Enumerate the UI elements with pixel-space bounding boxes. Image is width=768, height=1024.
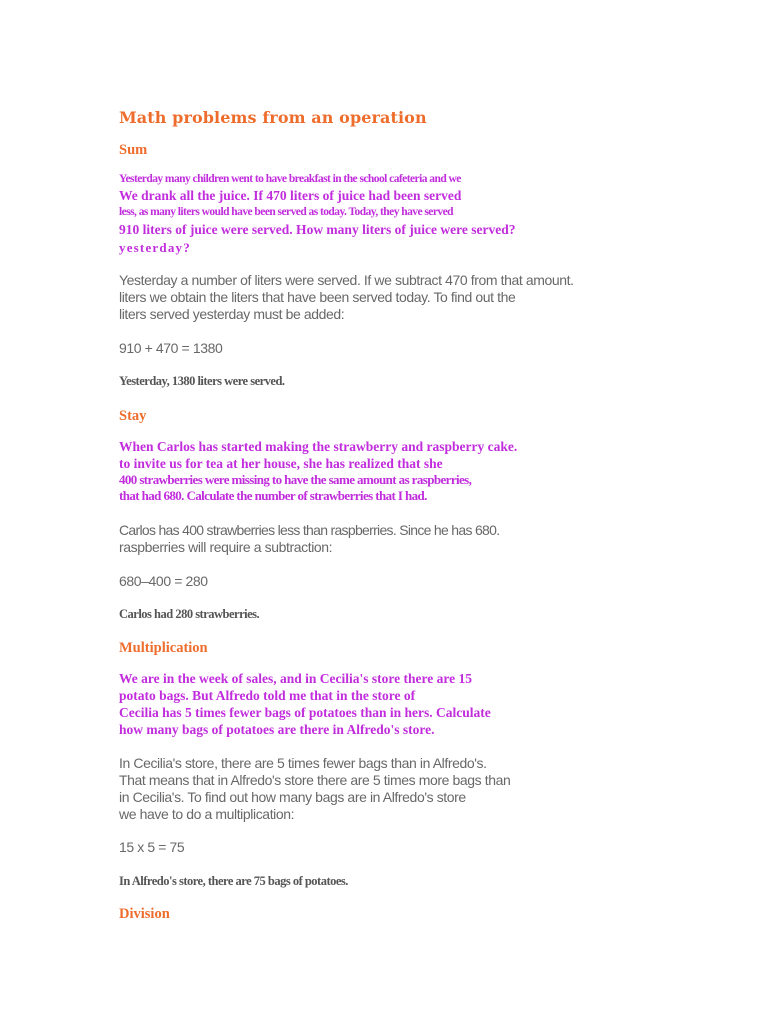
problem-text-line: Cecilia has 5 times fewer bags of potatoes than in hers. Calculate <box>119 705 491 720</box>
problem-text-line: that had 680. Calculate the number of strawberries that I had. <box>119 488 427 503</box>
problem-text-line: Yesterday many children went to have breakfast in the school cafeteria and we <box>119 173 461 185</box>
operation-text: 680–400 = 280 <box>119 573 208 589</box>
operation-text: 910 + 470 = 1380 <box>119 340 223 356</box>
page-title: Math problems from an operation <box>119 108 427 127</box>
section-heading-sum: Sum <box>119 142 148 158</box>
section-heading-multiplication: Multiplication <box>119 640 208 656</box>
solution-text-line: liters served yesterday must be added: <box>119 306 345 322</box>
solution-text-line: raspberries will require a subtraction: <box>119 539 333 555</box>
problem-text-line: less, as many liters would have been served as today. Today, they have served <box>119 206 453 218</box>
solution-text-line: Carlos has 400 strawberries less than raspberries. Since he has 680. <box>119 522 500 538</box>
answer-text: Yesterday, 1380 liters were served. <box>119 374 285 388</box>
problem-text-line: potato bags. But Alfredo told me that in the store of <box>119 688 416 703</box>
solution-text-line: That means that in Alfredo's store there are 5 times more bags than <box>119 772 511 788</box>
problem-text-line: 910 liters of juice were served. How many liters of juice were served? <box>119 222 516 237</box>
problem-text-line: how many bags of potatoes are there in Alfredo's store. <box>119 722 435 737</box>
solution-text-line: In Cecilia's store, there are 5 times fewer bags than in Alfredo's. <box>119 755 487 771</box>
answer-text: In Alfredo's store, there are 75 bags of potatoes. <box>119 874 348 888</box>
problem-text-line: When Carlos has started making the strawberry and raspberry cake. <box>119 439 518 454</box>
problem-text-line: We are in the week of sales, and in Cecilia's store there are 15 <box>119 671 472 686</box>
operation-text: 15 x 5 = 75 <box>119 839 185 855</box>
answer-text: Carlos had 280 strawberries. <box>119 607 260 621</box>
solution-text-line: in Cecilia's. To find out how many bags are in Alfredo's store <box>119 789 466 805</box>
section-heading-stay: Stay <box>119 408 147 424</box>
problem-text-line: yesterday? <box>119 240 191 255</box>
section-heading-division: Division <box>119 906 170 922</box>
problem-text-line: to invite us for tea at her house, she has realized that she <box>119 456 443 471</box>
solution-text-line: we have to do a multiplication: <box>119 806 295 822</box>
solution-text-line: liters we obtain the liters that have been served today. To find out the <box>119 289 516 305</box>
problem-text-line: We drank all the juice. If 470 liters of juice had been served <box>119 188 462 203</box>
problem-text-line: 400 strawberries were missing to have the same amount as raspberries, <box>119 472 472 487</box>
solution-text-line: Yesterday a number of liters were served. If we subtract 470 from that amount. <box>119 272 574 288</box>
